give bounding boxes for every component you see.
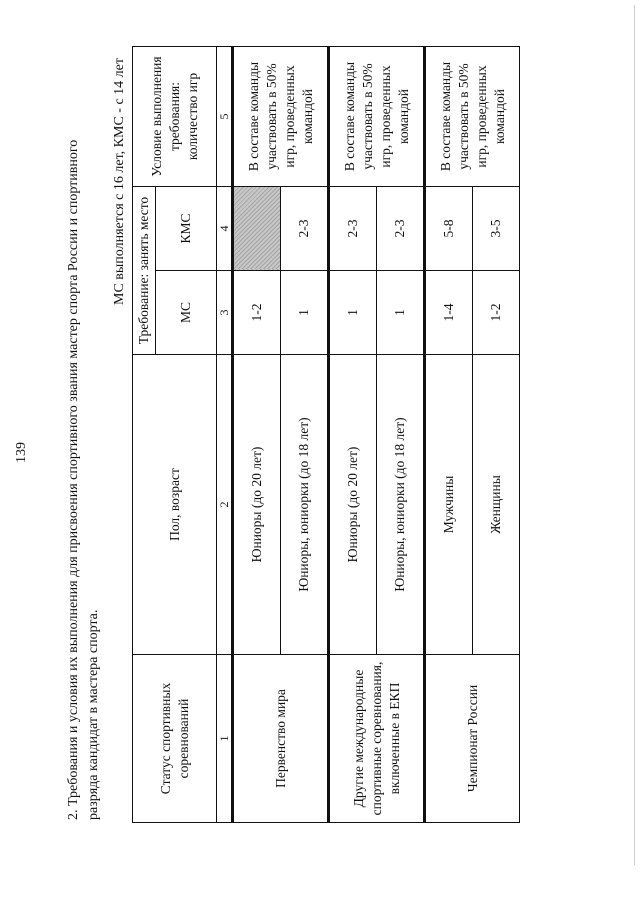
gender-age-cell: Юниоры (до 20 лет) (233, 355, 281, 655)
ms-cell: 1-2 (473, 271, 520, 355)
table-row (233, 47, 281, 823)
table-row (329, 47, 377, 823)
scan-edge-line (634, 5, 635, 865)
header-requirement: Требование: занять место (133, 187, 156, 355)
kms-cell: 2-3 (329, 187, 377, 271)
ms-cell: 1 (329, 271, 377, 355)
kms-cell: 2-3 (281, 187, 329, 271)
heading-line-2: разряда кандидат в мастера спорта. (86, 609, 101, 820)
kms-cell: 5-8 (425, 187, 473, 271)
ms-cell: 1-2 (233, 271, 281, 355)
section-heading (64, 40, 104, 820)
heading-line-1: 2. Требования и условия их выполнения для присвоения спортивного звания мастер спорта России и спортивного (66, 139, 81, 820)
status-cell: Первенство мира (233, 655, 329, 823)
page-number: 139 (14, 442, 29, 463)
gender-age-cell: Юниоры (до 20 лет) (329, 355, 377, 655)
index-cell: 2 (217, 355, 233, 655)
gender-age-cell: Мужчины (425, 355, 473, 655)
header-kms: КМС (156, 187, 217, 271)
status-cell: Другие международные спортивные соревнования, включенные в ЕКП (329, 655, 425, 823)
header-ms: МС (156, 271, 217, 355)
header-condition: Условие выполнения требования: количество игр (133, 47, 217, 187)
gender-age-cell: Женщины (473, 355, 520, 655)
ms-cell: 1 (281, 271, 329, 355)
kms-cell-shaded (233, 187, 281, 271)
header-row (133, 47, 156, 823)
condition-cell: В составе команды участвовать в 50% игр, проведенных командой (329, 47, 425, 187)
table-row (425, 47, 473, 823)
condition-cell: В составе команды участвовать в 50% игр, проведенных командой (233, 47, 329, 187)
index-cell: 1 (217, 655, 233, 823)
ms-cell: 1-4 (425, 271, 473, 355)
index-row (217, 47, 233, 823)
header-gender-age: Пол, возраст (133, 355, 217, 655)
kms-cell: 3-5 (473, 187, 520, 271)
kms-cell: 2-3 (377, 187, 425, 271)
index-cell: 3 (217, 271, 233, 355)
condition-cell: В составе команды участвовать в 50% игр, проведенных командой (425, 47, 520, 187)
ms-cell: 1 (377, 271, 425, 355)
index-cell: 4 (217, 187, 233, 271)
index-cell: 5 (217, 47, 233, 187)
age-note: МС выполняется с 16 лет, КМС - с 14 лет (112, 58, 127, 305)
gender-age-cell: Юниоры, юниорки (до 18 лет) (377, 355, 425, 655)
requirements-table (132, 46, 520, 823)
status-cell: Чемпионат России (425, 655, 520, 823)
gender-age-cell: Юниоры, юниорки (до 18 лет) (281, 355, 329, 655)
header-status: Статус спортивных соревнований (133, 655, 217, 823)
